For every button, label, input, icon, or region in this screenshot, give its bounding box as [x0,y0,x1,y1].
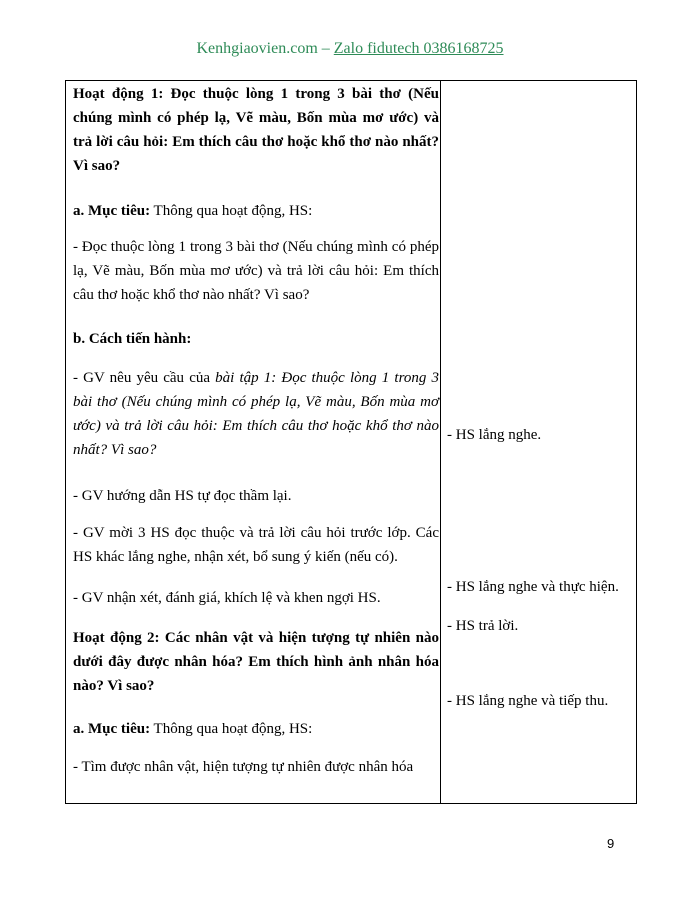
student-response-4: - HS lắng nghe và tiếp thu. [447,693,609,709]
goal-text: Thông qua hoạt động, HS: [150,721,313,737]
step-4: - GV nhận xét, đánh giá, khích lệ và khen ngợi HS. [73,590,381,606]
page-header [0,40,700,58]
site-name: Kenhgiaovien.com [196,40,318,57]
activity-1-method-label: b. Cách tiến hành: [73,331,192,347]
activity-1-title: Hoạt động 1: Đọc thuộc lòng 1 trong 3 bài thơ (Nếu chúng mình có phép lạ, Vẽ màu, Bốn mùa mơ ước) và trả lời câu hỏi: Em thích câu thơ hoặc khổ thơ nào nhất? Vì sao? [73,86,439,174]
goal-text: Thông qua hoạt động, HS: [150,203,313,219]
header-separator: – [317,40,334,57]
step-1-prefix: - GV nêu yêu cầu của [73,370,216,386]
activity-2-title: Hoạt động 2: Các nhân vật và hiện tượng tự nhiên nào dưới đây được nhân hóa? Em thích hình ảnh nhân hóa nào? Vì sao? [73,630,439,694]
goal-label: a. Mục tiêu: [73,203,151,219]
contact-link[interactable]: Zalo fidutech 0386168725 [333,40,504,57]
step-2: - GV hướng dẫn HS tự đọc thầm lại. [73,488,292,504]
activity-2-goal-item: - Tìm được nhân vật, hiện tượng tự nhiên được nhân hóa [73,759,414,775]
step-1 [73,366,439,462]
student-response-1: - HS lắng nghe. [447,427,542,443]
goal-label: a. Mục tiêu: [73,721,151,737]
column-divider [440,80,441,804]
page-number: 9 [607,836,615,851]
step-1-task: bài tập 1: Đọc thuộc lòng 1 trong 3 bài thơ (Nếu chúng mình có phép lạ, Vẽ màu, Bốn mùa mơ ước) và trả lời câu hỏi: Em thích câu thơ hoặc khổ thơ nào nhất? Vì sao? [73,370,439,458]
activity-1-goal-item: - Đọc thuộc lòng 1 trong 3 bài thơ (Nếu chúng mình có phép lạ, Vẽ màu, Bốn mùa mơ ước) và trả lời câu hỏi: Em thích câu thơ hoặc khổ thơ nào nhất? Vì sao? [73,239,439,303]
step-3: - GV mời 3 HS đọc thuộc và trả lời câu hỏi trước lớp. Các HS khác lắng nghe, nhận xét, bổ sung ý kiến (nếu có). [73,525,439,565]
student-response-3: - HS trả lời. [447,618,519,634]
activity-1-goal [73,199,439,223]
activity-2-goal [73,717,439,741]
student-response-2: - HS lắng nghe và thực hiện. [447,579,619,595]
